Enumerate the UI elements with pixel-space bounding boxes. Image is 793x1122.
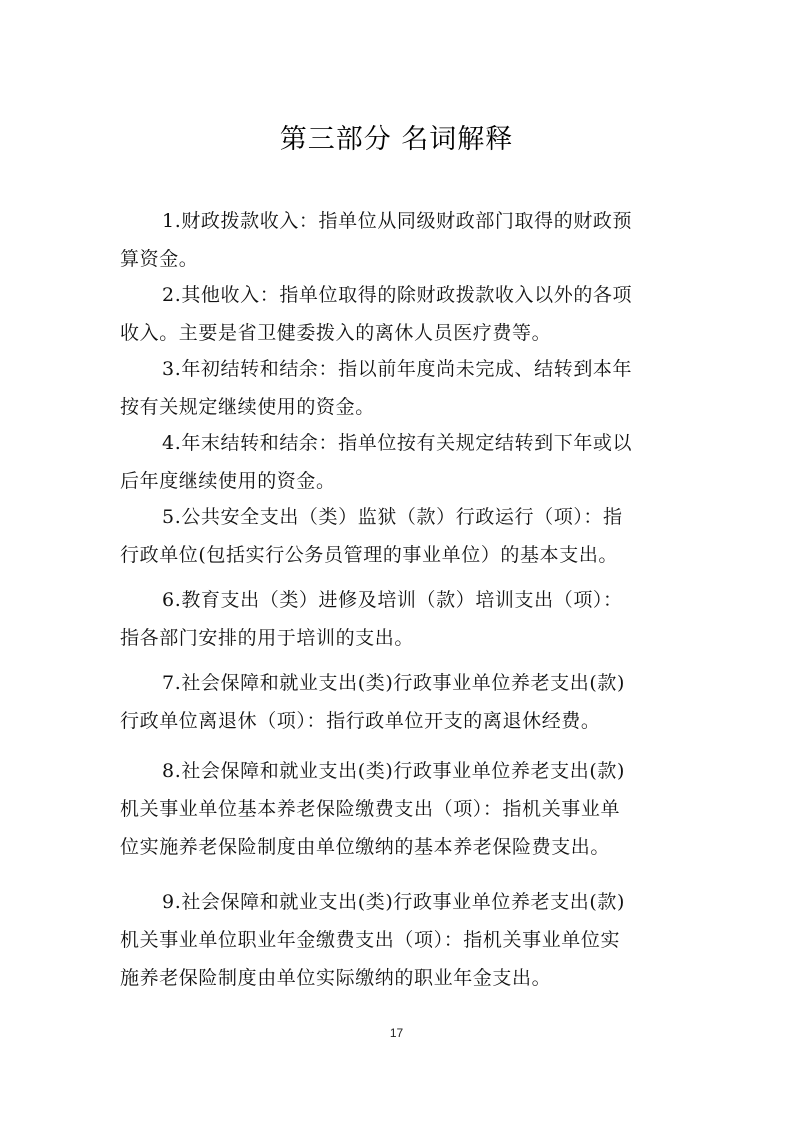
definition-9-line-3: 施养老保险制度由单位实际缴纳的职业年金支出。 (120, 967, 552, 989)
definition-6 (120, 581, 680, 657)
definition-1 (120, 202, 680, 278)
definition-7-line-1: 7.社会保障和就业支出(类)行政事业单位养老支出(款) (162, 672, 625, 694)
definition-5-line-1: 5.公共安全支出（类）监狱（款）行政运行（项）：指 (162, 506, 623, 528)
definition-7-line-2: 行政单位离退休（项）：指行政单位开支的离退休经费。 (120, 710, 601, 732)
definition-4-line-2: 后年度继续使用的资金。 (120, 470, 336, 492)
definition-1-line-1: 1.财政拨款收入：指单位从同级财政部门取得的财政预 (162, 210, 633, 232)
definition-4-line-1: 4.年末结转和结余：指单位按有关规定结转到下年或以 (162, 432, 633, 454)
definition-1-line-2: 算资金。 (120, 248, 199, 270)
definition-7 (120, 664, 680, 740)
page-title: 第三部分 名词解释 (279, 124, 514, 155)
definition-2-line-2: 收入。主要是省卫健委拨入的离休人员医疗费等。 (120, 322, 552, 344)
definition-2-line-1: 2.其他收入：指单位取得的除财政拨款收入以外的各项 (162, 284, 633, 306)
definition-3-line-2: 按有关规定继续使用的资金。 (120, 396, 375, 418)
definition-8-line-3: 位实施养老保险制度由单位缴纳的基本养老保险费支出。 (120, 836, 611, 858)
definition-3 (120, 350, 680, 426)
definition-6-line-2: 指各部门安排的用于培训的支出。 (120, 627, 415, 649)
definition-8-line-1: 8.社会保障和就业支出(类)行政事业单位养老支出(款) (162, 760, 625, 782)
definition-5-line-2: 行政单位(包括实行公务员管理的事业单位）的基本支出。 (120, 544, 619, 566)
definition-9-line-1: 9.社会保障和就业支出(类)行政事业单位养老支出(款) (162, 891, 625, 913)
page-number: 17 (389, 1026, 404, 1040)
definition-6-line-1: 6.教育支出（类）进修及培训（款）培训支出（项）： (162, 589, 623, 611)
definition-8 (120, 752, 680, 866)
definition-5 (120, 498, 680, 574)
definition-3-line-1: 3.年初结转和结余：指以前年度尚未完成、结转到本年 (162, 358, 633, 380)
definition-2 (120, 276, 680, 352)
definition-9-line-2: 机关事业单位职业年金缴费支出（项）：指机关事业单位实 (120, 929, 621, 951)
definition-8-line-2: 机关事业单位基本养老保险缴费支出（项）：指机关事业单 (120, 798, 621, 820)
definition-9 (120, 883, 680, 997)
definition-4 (120, 424, 680, 500)
